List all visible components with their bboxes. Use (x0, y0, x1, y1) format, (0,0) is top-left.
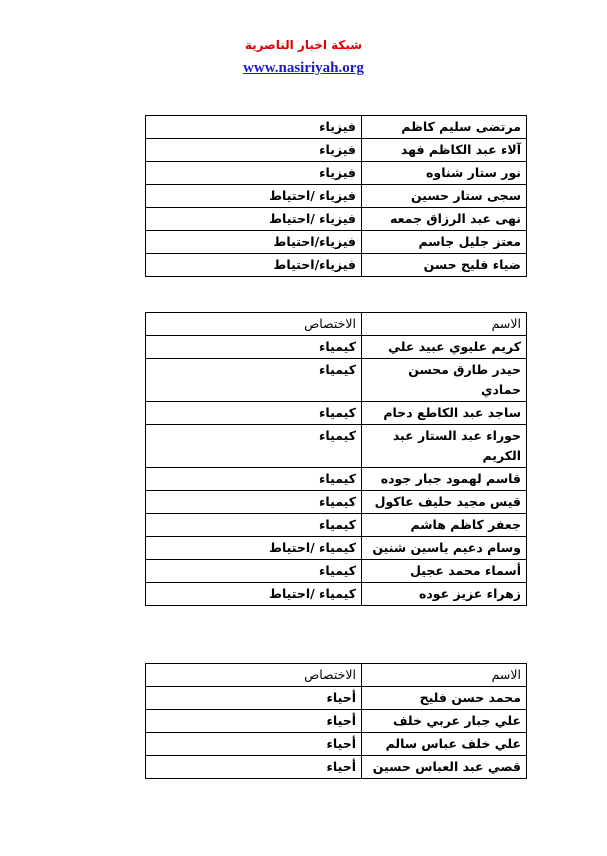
table-row (146, 208, 527, 231)
table-row (146, 710, 527, 733)
name-cell: جعفر كاظم هاشم (362, 514, 527, 537)
name-cell: كريم عليوي عبيد علي (362, 336, 527, 359)
name-cell: حوراء عبد الستار عبد الكريم (362, 425, 527, 468)
specialty-cell: كيمياء (146, 359, 362, 402)
specialty-cell: الاختصاص (146, 664, 362, 687)
table-row (146, 185, 527, 208)
table-row (146, 583, 527, 606)
site-url-link[interactable]: www.nasiriyah.org (243, 60, 364, 76)
specialty-cell: كيمياء /احتياط (146, 583, 362, 606)
specialty-cell: فيزياء (146, 139, 362, 162)
table-row (146, 116, 527, 139)
table-row (146, 514, 527, 537)
specialty-cell: أحياء (146, 687, 362, 710)
name-cell: علي جبار عربي خلف (362, 710, 527, 733)
table-row (146, 491, 527, 514)
table-row (146, 402, 527, 425)
specialty-cell: كيمياء (146, 402, 362, 425)
table-row (146, 139, 527, 162)
specialty-cell: أحياء (146, 733, 362, 756)
table-header-row (146, 313, 527, 336)
name-cell: ضياء فليح حسن (362, 254, 527, 277)
name-cell: نهى عبد الرزاق جمعه (362, 208, 527, 231)
name-cell: أسماء محمد عجيل (362, 560, 527, 583)
specialty-cell: فيزياء (146, 116, 362, 139)
physics-table (145, 115, 527, 277)
name-cell: قصي عبد العباس حسين (362, 756, 527, 779)
table-row (146, 468, 527, 491)
name-cell: قاسم لهمود جبار جوده (362, 468, 527, 491)
specialty-cell: كيمياء (146, 425, 362, 468)
specialty-cell: أحياء (146, 710, 362, 733)
name-cell: سجى ستار حسين (362, 185, 527, 208)
name-cell: علي خلف عباس سالم (362, 733, 527, 756)
name-cell: حيدر طارق محسن حمادي (362, 359, 527, 402)
table-row (146, 359, 527, 402)
name-cell: مرتضى سليم كاظم (362, 116, 527, 139)
specialty-cell: كيمياء /احتياط (146, 537, 362, 560)
biology-table (145, 663, 527, 779)
name-cell: قيس مجيد حليف عاكول (362, 491, 527, 514)
name-cell: آلاء عبد الكاظم فهد (362, 139, 527, 162)
table-row (146, 756, 527, 779)
name-cell: محمد حسن فليح (362, 687, 527, 710)
specialty-cell: فيزياء/احتياط (146, 254, 362, 277)
table-row (146, 425, 527, 468)
specialty-cell: فيزياء /احتياط (146, 208, 362, 231)
table-row (146, 537, 527, 560)
specialty-cell: كيمياء (146, 514, 362, 537)
specialty-cell: كيمياء (146, 468, 362, 491)
name-cell: زهراء عزيز عوده (362, 583, 527, 606)
specialty-cell: فيزياء /احتياط (146, 185, 362, 208)
chemistry-table (145, 312, 527, 606)
specialty-cell: فيزياء/احتياط (146, 231, 362, 254)
specialty-cell: كيمياء (146, 491, 362, 514)
table-header-row (146, 664, 527, 687)
table-row (146, 231, 527, 254)
name-cell: الاسم (362, 664, 527, 687)
name-cell: نور ستار شناوه (362, 162, 527, 185)
name-cell: وسام دعيم ياسين شنين (362, 537, 527, 560)
specialty-cell: أحياء (146, 756, 362, 779)
specialty-cell: كيمياء (146, 560, 362, 583)
name-cell: ساجد عبد الكاطع دحام (362, 402, 527, 425)
table-row (146, 560, 527, 583)
specialty-cell: كيمياء (146, 336, 362, 359)
name-cell: الاسم (362, 313, 527, 336)
table-row (146, 162, 527, 185)
table-row (146, 687, 527, 710)
table-row (146, 336, 527, 359)
table-row (146, 733, 527, 756)
specialty-cell: الاختصاص (146, 313, 362, 336)
site-name: شبكة اخبار الناصرية (244, 38, 363, 52)
specialty-cell: فيزياء (146, 162, 362, 185)
table-row (146, 254, 527, 277)
name-cell: معتز جليل جاسم (362, 231, 527, 254)
